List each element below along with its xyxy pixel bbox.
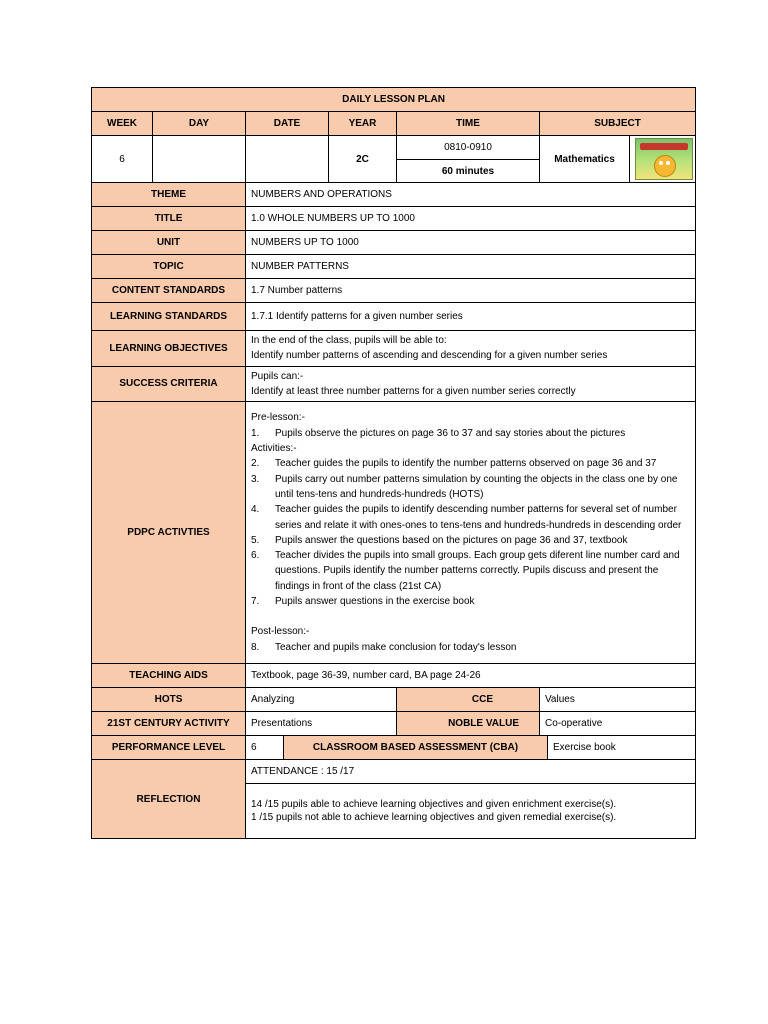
success-criteria-label: SUCCESS CRITERIA bbox=[92, 366, 246, 402]
reflection-label: REFLECTION bbox=[92, 760, 246, 839]
success-criteria-intro: Pupils can:- bbox=[251, 370, 304, 382]
performance-level-value: 6 bbox=[246, 736, 284, 759]
learning-objectives-label: LEARNING OBJECTIVES bbox=[92, 331, 246, 367]
attendance-value: ATTENDANCE : 15 /17 bbox=[246, 760, 696, 784]
theme-label: THEME bbox=[92, 183, 246, 207]
list-item: 3. Pupils carry out number patterns simulation by counting the objects in the class one by one until tens-tens and hundreds-hundreds (HOTS) bbox=[251, 473, 678, 500]
daily-lesson-plan-table bbox=[91, 87, 696, 839]
textbook-cover-image bbox=[635, 138, 693, 180]
year-value: 2C bbox=[329, 136, 397, 183]
subject-header: SUBJECT bbox=[540, 112, 696, 136]
topic-label: TOPIC bbox=[92, 255, 246, 279]
learning-objectives-intro: In the end of the class, pupils will be able to: bbox=[251, 335, 447, 346]
time-value: 0810-0910 bbox=[397, 136, 540, 160]
cce-label: CCE bbox=[397, 688, 540, 712]
unit-label: UNIT bbox=[92, 231, 246, 255]
day-header: DAY bbox=[153, 112, 246, 136]
cba-value: Exercise book bbox=[553, 742, 616, 754]
noble-value: Co-operative bbox=[540, 712, 696, 736]
list-item: 7. Pupils answer questions in the exercise book bbox=[251, 596, 475, 608]
plan-title: DAILY LESSON PLAN bbox=[92, 88, 696, 112]
week-value: 6 bbox=[92, 136, 153, 183]
success-criteria-text: Identify at least three number patterns for a given number series correctly bbox=[251, 385, 576, 397]
pdpc-activities bbox=[246, 402, 696, 664]
list-item: 2. Teacher guides the pupils to identify the number patterns observed on page 36 and 37 bbox=[251, 458, 657, 470]
subject-value: Mathematics bbox=[540, 136, 630, 183]
time-header: TIME bbox=[397, 112, 540, 136]
content-standards-label: CONTENT STANDARDS bbox=[92, 279, 246, 303]
learning-standards-label: LEARNING STANDARDS bbox=[92, 303, 246, 331]
list-item: 5. Pupils answer the questions based on the pictures on page 36 and 37, textbook bbox=[251, 534, 628, 546]
teaching-aids-label: TEACHING AIDS bbox=[92, 664, 246, 688]
week-header: WEEK bbox=[92, 112, 153, 136]
day-value bbox=[153, 136, 246, 183]
unit-value: NUMBERS UP TO 1000 bbox=[246, 231, 696, 255]
noble-value-label: NOBLE VALUE bbox=[397, 712, 540, 736]
textbook-cover-cell bbox=[630, 136, 696, 183]
cba-label: CLASSROOM BASED ASSESSMENT (CBA) bbox=[284, 736, 548, 759]
hots-value: Analyzing bbox=[246, 688, 397, 712]
date-value bbox=[246, 136, 329, 183]
list-item: 8. Teacher and pupils make conclusion for today's lesson bbox=[251, 641, 517, 653]
pre-lesson-heading: Pre-lesson:- bbox=[251, 412, 305, 424]
activities-heading: Activities:- bbox=[251, 443, 297, 455]
learning-objectives-value bbox=[246, 331, 696, 367]
learning-objectives-text: Identify number patterns of ascending and descending for a given number series bbox=[251, 350, 608, 362]
year-header: YEAR bbox=[329, 112, 397, 136]
list-item: 6. Teacher divides the pupils into small groups. Each group gets diferent line number card and questions. Pupils identify the number patterns correctly. Pupils discuss and present the findings in front of the class (21st CA) bbox=[251, 550, 680, 592]
reflection-notes bbox=[246, 784, 696, 839]
title-value: 1.0 WHOLE NUMBERS UP TO 1000 bbox=[246, 207, 696, 231]
century-activity-value: Presentations bbox=[246, 712, 397, 736]
topic-value: NUMBER PATTERNS bbox=[246, 255, 696, 279]
learning-standards-value: 1.7.1 Identify patterns for a given number series bbox=[246, 303, 696, 331]
reflection-remedial: 1 /15 pupils not able to achieve learning objectives and given remedial exercise(s). bbox=[251, 812, 617, 824]
content-standards-value: 1.7 Number patterns bbox=[246, 279, 696, 303]
teaching-aids-value: Textbook, page 36-39, number card, BA page 24-26 bbox=[246, 664, 696, 688]
performance-row bbox=[246, 736, 696, 760]
cce-value: Values bbox=[540, 688, 696, 712]
success-criteria-value bbox=[246, 366, 696, 402]
list-item: 4. Teacher guides the pupils to identify descending number patterns for several set of number series and relate it with ones-ones to tens-tens and hundreds-hundreds in descending order bbox=[251, 504, 682, 531]
post-lesson-heading: Post-lesson:- bbox=[251, 626, 310, 638]
duration-value: 60 minutes bbox=[397, 160, 540, 183]
reflection-enrichment: 14 /15 pupils able to achieve learning objectives and given enrichment exercise(s). bbox=[251, 798, 617, 810]
performance-level-label: PERFORMANCE LEVEL bbox=[92, 736, 246, 760]
pdpc-label: PDPC ACTIVTIES bbox=[92, 402, 246, 664]
date-header: DATE bbox=[246, 112, 329, 136]
list-item: 1. Pupils observe the pictures on page 36 to 37 and say stories about the pictures bbox=[251, 427, 626, 439]
century-activity-label: 21ST CENTURY ACTIVITY bbox=[92, 712, 246, 736]
hots-label: HOTS bbox=[92, 688, 246, 712]
title-label: TITLE bbox=[92, 207, 246, 231]
theme-value: NUMBERS AND OPERATIONS bbox=[246, 183, 696, 207]
